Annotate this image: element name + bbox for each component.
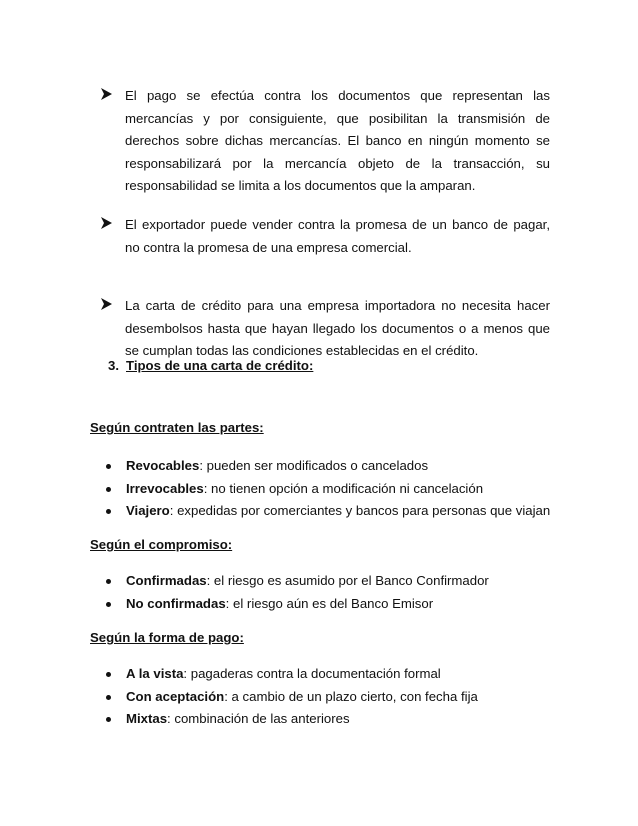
item-description: : combinación de las anteriores xyxy=(167,711,350,726)
item-term: Revocables xyxy=(126,458,200,473)
list-item xyxy=(104,500,584,523)
item-term: A la vista xyxy=(126,666,184,681)
list-item xyxy=(104,593,584,616)
list-item xyxy=(104,663,584,686)
list-item xyxy=(104,686,584,709)
section-title: Según la forma de pago: xyxy=(90,630,244,645)
numbered-heading xyxy=(108,358,313,373)
arrow-list-item xyxy=(104,295,550,363)
arrow-paragraph-text: El pago se efectúa contra los documentos que representan las mercancías y por consiguiente, que posibilitan la transmisión de derechos sobre dichas mercancías. El banco en ningún momento se responsabilizará por la mercancía objeto de la transacción, su responsabilidad se limita a los documentos que la amparan. xyxy=(125,88,550,193)
bullet-dot-icon xyxy=(106,579,111,584)
arrow-paragraph-text: El exportador puede vender contra la promesa de un banco de pagar, no contra la promesa de una empresa comercial. xyxy=(125,217,550,255)
heading-text: Tipos de una carta de crédito: xyxy=(126,358,314,373)
item-description: : expedidas por comerciantes y bancos para personas que viajan xyxy=(169,503,551,518)
arrow-list-item xyxy=(104,214,550,259)
item-description: : el riesgo aún es del Banco Emisor xyxy=(225,595,434,611)
item-term: Irrevocables xyxy=(126,480,204,496)
arrow-bullet-icon xyxy=(100,87,113,101)
list-item xyxy=(104,708,584,731)
section-title: Según el compromiso: xyxy=(90,537,233,552)
bullet-dot-icon xyxy=(106,695,111,700)
list-item xyxy=(104,455,584,478)
bullet-dot-icon xyxy=(106,487,111,492)
list-item xyxy=(104,570,584,593)
item-description: : pagaderas contra la documentación formal xyxy=(183,666,441,681)
section-title: Según contraten las partes: xyxy=(90,420,264,435)
item-description: : pueden ser modificados o cancelados xyxy=(199,458,429,473)
arrow-list-item xyxy=(104,85,550,198)
bullet-dot-icon xyxy=(106,464,111,469)
item-description: : no tienen opción a modificación ni cancelación xyxy=(203,480,484,496)
list-item xyxy=(104,478,584,501)
bullet-dot-icon xyxy=(106,509,111,514)
bullet-dot-icon xyxy=(106,602,111,607)
item-term: Viajero xyxy=(126,503,170,518)
bullet-dot-icon xyxy=(106,672,111,677)
item-term: No confirmadas xyxy=(126,595,226,611)
item-term: Mixtas xyxy=(126,711,168,726)
arrow-paragraph-text: La carta de crédito para una empresa importadora no necesita hacer desembolsos hasta que hayan llegado los documentos o a menos que se cumplan todas las condiciones establecidas en el crédito. xyxy=(125,298,550,358)
item-description: : el riesgo es asumido por el Banco Confirmador xyxy=(206,573,489,588)
item-term: Confirmadas xyxy=(126,573,207,588)
bullet-list xyxy=(104,455,584,523)
arrow-bullet-icon xyxy=(100,297,113,311)
heading-number: 3. xyxy=(108,358,119,373)
arrow-bullet-icon xyxy=(100,216,113,230)
bullet-dot-icon xyxy=(106,717,111,722)
item-term: Con aceptación xyxy=(126,688,225,704)
item-description: : a cambio de un plazo cierto, con fecha fija xyxy=(224,688,478,704)
bullet-list xyxy=(104,570,584,615)
bullet-list xyxy=(104,663,584,731)
